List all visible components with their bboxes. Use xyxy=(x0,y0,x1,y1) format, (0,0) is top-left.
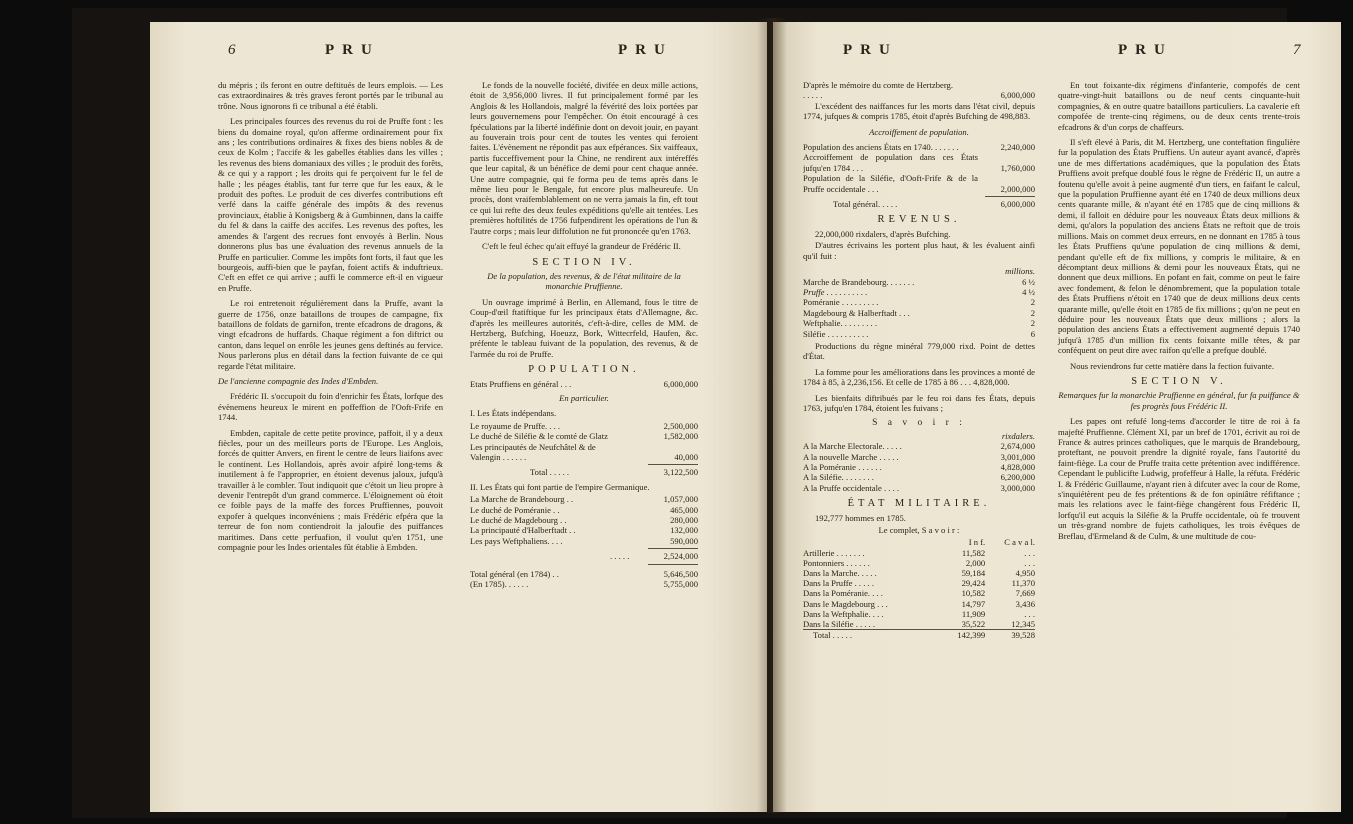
table-row xyxy=(470,494,698,504)
row-value: 465,000 xyxy=(670,504,698,515)
cell: 142,399 xyxy=(957,630,986,641)
group1-total-row xyxy=(470,467,698,477)
row-value: 4,828,000 xyxy=(1000,462,1035,472)
total-1785-row xyxy=(470,579,698,589)
row-label: Pruffe . . . . . . . . . . xyxy=(803,286,868,297)
cell: Dans le Magdebourg . . . xyxy=(803,598,888,609)
cell: 11,370 xyxy=(1011,578,1035,589)
row-value: 5,646,500 xyxy=(663,568,698,579)
row-value: 6,000,000 xyxy=(1000,90,1035,101)
table-row xyxy=(470,431,698,441)
table-row xyxy=(803,472,1035,482)
paragraph: Productions du règne minéral 779,000 rixd. Point de dettes d'État. xyxy=(803,340,1035,362)
table-row xyxy=(803,297,1035,307)
table-row xyxy=(470,505,698,515)
table-row xyxy=(803,599,1035,609)
revenus-heading: REVENUS. xyxy=(877,214,961,226)
paragraph: La fomme pour les améliorations dans les provinces a monté de 1784 à 85, à 2,236,156. Et celle de 1785 à 86 . . . 4,828,000. xyxy=(803,366,1035,388)
row-value: 590,000 xyxy=(670,535,698,546)
row-value: 40,000 xyxy=(674,452,698,462)
left-column-1 xyxy=(218,80,443,557)
etat-militaire-heading: ÉTAT MILITAIRE. xyxy=(847,498,991,510)
paragraph: Embden, capitale de cette petite province, paffoit, il y a deux fiècles, pour un des meilleurs ports de l'Europe. Les Anglois, forcés de quitter Anvers, en firent le centre de leurs liaifons avec le continent. Les Hollandois, après avoir afpiré long-tems & inutilement à fe l'approprier, en étoient devenus jaloux, jufqu'à travailler à le combler. Tout indiquoit que c'étoit un lieu propre à devenir l'entrepôt d'un grand commerce. L'éloignement où étoit ce foible pays de la maffe des forces Pruffiennes, pouvoit expofer à quelques inconvéniens ; mais Frédéric efpéra que la terreur de fon nom contiendroit la jaloufie des puiffances maritimes. Dans cette perfuafion, il voulut qu'en 1751, une compagnie pour les Indes orientales fût établie à Embden. xyxy=(218,427,443,553)
right-page-number: 7 xyxy=(1293,42,1301,58)
rule xyxy=(648,464,698,465)
table-row xyxy=(803,588,1035,598)
table-row xyxy=(803,619,1035,630)
row-value: 2 xyxy=(1030,307,1035,318)
cell: 29,424 xyxy=(961,578,986,589)
paragraph: 22,000,000 rixdalers, d'après Bufching. xyxy=(815,228,951,239)
row-value: 2,524,000 xyxy=(663,551,698,562)
group2-total-row xyxy=(470,551,698,561)
left-column-2 xyxy=(470,80,698,589)
header-inf: I n f. xyxy=(968,537,986,548)
header-cav: C a v a l. xyxy=(1004,537,1035,548)
rixdalers-head: rixdalers. xyxy=(1001,430,1035,441)
rule xyxy=(648,564,698,565)
row-value: 2,240,000 xyxy=(1000,142,1035,153)
table-row xyxy=(803,152,1035,173)
table-row xyxy=(803,462,1035,472)
row-value: 6 xyxy=(1030,328,1035,339)
group-heading: II. Les États qui font partie de l'empire Germanique. xyxy=(470,481,650,492)
row-label: Weftphalie. . . . . . . . . xyxy=(803,318,878,329)
row-value: 6,200,000 xyxy=(1000,472,1035,483)
row-value: 3,122,500 xyxy=(663,467,698,478)
table-row xyxy=(803,329,1035,339)
section-heading: SECTION V. xyxy=(1131,375,1227,387)
row-label: A la Marche Electorale. . . . . xyxy=(803,441,902,452)
row-label: Les principautés de Neufchâtel & de xyxy=(470,441,596,452)
row-label: Valengin . . . . . . xyxy=(470,452,527,462)
table-row xyxy=(470,515,698,525)
section-heading: SECTION IV. xyxy=(532,256,636,268)
table-row xyxy=(470,536,698,546)
right-running-head-1: PRU xyxy=(843,42,898,58)
paragraph: Le complet, S a v o i r : xyxy=(878,525,960,536)
table-row xyxy=(803,142,1035,152)
row-label: Total général. . . . . xyxy=(833,199,898,210)
row-label: Accroiffement de population dans ces États jufqu'en 1784 . . . xyxy=(803,152,978,173)
cell: Dans la Poméranie. . . . xyxy=(803,588,883,599)
row-label: Etats Pruffiens en général . . . xyxy=(470,378,572,389)
table-header-row xyxy=(803,537,1035,547)
row-label: A la Poméranie . . . . . . xyxy=(803,462,882,472)
row-label: Le duché de Poméranie . . xyxy=(470,504,560,515)
row-value: 6,000,000 xyxy=(663,378,698,389)
paragraph: Les principales fources des revenus du roi de Pruffe font : les biens du domaine royal, qu'on afferme ordinairement pour fix ans ; les contributions ordinaires & fixes des biens nobles & de ceux de Kolm ; l'accife & les gabelles établies dans les villes ; les revenus des biens domaniaux des villes ; le produit des forêts, & ce qui y a rapport ; les droits qui fe perçoivent fur le fel de halle ; les péages établis, tant fur terre que fur les eaux, & le produit des poftes. Le produit de ces diverfes contributions eft verfé dans la caiffe générale des impôts & des revenus provinciaux, établie à Konigsberg & à Gumbinnen, dans la caiffe du fel & dans la caiffe des accifes. Les revenus des poftes, les amendes & l'argent des recrues font envoyés à Berlin. Nous donnerons plus bas une évaluation des revenus annuels de la Pruffe en particulier. Comme les impôts font forts, il faut que les bourgeois, auffi-bien que le payfan, foient actifs & induftrieux. C'eft en effet ce qui arrive ; auffi le commerce eft-il en vigueur en Pruffe. xyxy=(218,116,443,293)
table-row xyxy=(803,318,1035,328)
subheading: En particulier. xyxy=(559,392,609,403)
rule xyxy=(648,548,698,549)
cell: 11,582 xyxy=(961,547,986,558)
row-label: Le royaume de Pruffe. . . . xyxy=(470,420,561,431)
paragraph: 192,777 hommes en 1785. xyxy=(815,512,906,523)
row-label: A la Pruffe occidentale . . . . xyxy=(803,482,900,493)
row-label: Poméranie . . . . . . . . . xyxy=(803,297,879,308)
table-row xyxy=(803,548,1035,558)
table-row xyxy=(803,277,1035,287)
row-value: 2,000,000 xyxy=(1000,183,1035,194)
row-value: 2,500,000 xyxy=(663,420,698,431)
header-cell xyxy=(803,537,940,547)
table-row xyxy=(470,525,698,535)
row-label: Total général (en 1784) . . xyxy=(470,568,559,579)
row-value: 2 xyxy=(1030,318,1035,329)
row-label: Population de la Siléfie, d'Ooft-Frife & de la Pruffe occidentale . . . xyxy=(803,173,978,194)
row-label: Magdebourg & Halberftadt . . . xyxy=(803,307,910,318)
row-value: 132,000 xyxy=(670,525,698,536)
paragraph: Frédéric II. s'occupoit du foin d'enrichir fes États, lorfque des évènemens heureux le mirent en poffeffion de l'Ooft-Frife en 1744. xyxy=(218,391,443,423)
row-value: 1,760,000 xyxy=(1000,162,1035,173)
book xyxy=(72,8,1301,818)
row-value: 4 ½ xyxy=(1022,286,1035,297)
table-row xyxy=(803,173,1035,194)
row-label: . . . . . xyxy=(610,551,630,562)
cell: Pontonniers . . . . . . xyxy=(803,557,870,568)
cell: 3,436 xyxy=(1015,598,1035,609)
grand-total-row xyxy=(470,569,698,579)
row-value xyxy=(692,442,698,452)
row-value: 1,582,000 xyxy=(663,431,698,442)
row-value: 6 ½ xyxy=(1022,276,1035,287)
paragraph: Le fonds de la nouvelle fociété, divifée en deux mille actions, étoit de 3,956,000 livres. Il fut principalement formé par les Anglois & les Hollandois, malgré la févérité des loix portées par leurs gouvernemens pour l'empêcher. On étoit encouragé à ces fpéculations par la liberté indéfinie dont on devoit jouir, en payant au fouverain trois pour cent de toutes les ventes qui feroient faites. L'évènement ne répondit pas aux efpérances. Six vaiffeaux, partis fucceffivement pour la Chine, ne rendirent aux intéreffés que leur capital, & un bénéfice de demi pour cent chaque année. Une autre compagnie, qui fe forma peu de tems après dans le même lieu pour le Bengale, fut encore plus malheureufe. Un procès, dont vraifemblablement on ne verra jamais la fin, eft tout ce qui lui refte des deux feules expéditions qu'elle ait tentées. Les premières hoftilités de 1756 fufpendirent les opérations de l'un & l'autre corps ; mais leur diffolution ne fut prononcée qu'en 1763. xyxy=(470,80,698,236)
cell: . . . xyxy=(1024,547,1035,558)
subheading: De l'ancienne compagnie des Indes d'Embden. xyxy=(218,375,379,386)
paragraph: En tout foixante-dix régimens d'infanterie, compofés de cent quatre-vingt-huit bataillons ou de neuf cents cinquante-huit compagnies, & en outre quatre bataillons particuliers. La cavalerie eft compofée de trente-cinq régimens, ou de deux cents trente-trois efcadrons & d'un corps de chaffeurs. xyxy=(1058,80,1300,132)
table-row xyxy=(803,308,1035,318)
row-value: 2 xyxy=(1030,297,1035,308)
row-value: 2,674,000 xyxy=(1000,441,1035,452)
cell: Dans la Pruffe . . . . . xyxy=(803,578,874,589)
military-table xyxy=(803,537,1035,640)
cell: 7,669 xyxy=(1015,588,1035,599)
row-label: A la Siléfie. . . . . . . . xyxy=(803,472,874,483)
cell: 59,184 xyxy=(961,568,986,579)
group-heading: I. Les États indépendans. xyxy=(470,408,557,419)
row-label: D'après le mémoire du comte de Hertzberg. . . . . . xyxy=(803,80,953,101)
left-page-number: 6 xyxy=(228,42,236,58)
paragraph: Les papes ont refufé long-tems d'accorder le titre de roi à fa majefté Pruffienne. Clément XI, par un bref de 1701, écrivit au roi de France & autres princes catholiques, que le marquis de Brandebourg, proteftant, ne pouvoit prendre la dignité royale, fans l'autorité du faint-fiège. La cour de Pruffe traita cette prétention avec indifférence. Cependant le publicifte Ludwig, profeffeur à Halle, la réfuta. Frédéric I. & Frédéric Guillaume, n'ayant rien à difcuter avec la cour de Rome, s'inquiétèrent peu de fes prétentions & de fon opiniâtre réfiftance ; mais les relations avec le faint-fiège changèrent fous Frédéric II, lorfqu'il eut acquis la Siléfie & la Pruffe occidentale, où fe trouvent un très-grand nombre de fujets catholiques, les trois évêques de Breflau, d'Ermeland & de Culm, & une multitude de cou- xyxy=(1058,416,1300,541)
right-running-head-2: PRU xyxy=(1118,42,1173,58)
population-general-row xyxy=(470,379,698,389)
table-row xyxy=(803,578,1035,588)
group2-rows xyxy=(470,494,698,546)
millions-head: millions. xyxy=(1005,266,1035,277)
table-row xyxy=(803,609,1035,619)
cell: Dans la Siléfie . . . . . xyxy=(803,619,876,630)
population-heading: POPULATION. xyxy=(528,364,640,376)
cell: Artillerie . . . . . . . xyxy=(803,547,865,558)
cell: 11,909 xyxy=(961,608,986,619)
subheading: Accroiffement de population. xyxy=(869,126,969,137)
row-label: Siléfie . . . . . . . . . . xyxy=(803,328,869,339)
cell: 14,797 xyxy=(961,598,986,609)
cell: Dans la Marche. . . . . xyxy=(803,568,877,579)
savoir-label: S a v o i r : xyxy=(872,418,966,429)
right-column-1 xyxy=(803,80,1035,640)
cell: 4,950 xyxy=(1015,568,1035,579)
paragraph: C'eft le feul échec qu'ait effuyé la grandeur de Frédéric II. xyxy=(482,241,681,252)
cell: . . . xyxy=(1024,557,1035,568)
paragraph: Nous reviendrons fur cette matière dans la fection fuivante. xyxy=(1070,360,1275,371)
row-value: 6,000,000 xyxy=(1000,199,1035,210)
paragraph: L'excédent des naiffances fur les morts dans l'état civil, depuis 1774, jufques & compris 1785, étoit d'après Bufching de 498,883. xyxy=(803,100,1035,122)
table-row xyxy=(803,568,1035,578)
cell: Dans la Weftphalie. . . . xyxy=(803,608,884,619)
table-total-row xyxy=(803,630,1035,641)
row-label: Le duché de Magdebourg . . xyxy=(470,515,567,526)
row-value: 1,057,000 xyxy=(663,494,698,505)
paragraph: Les bienfaits diftribués par le feu roi dans fes États, depuis 1763, jufqu'en 1784, étoient les fuivans ; xyxy=(803,392,1035,413)
row-label: Les pays Weftphaliens. . . . xyxy=(470,535,563,546)
table-row xyxy=(470,442,698,452)
left-page xyxy=(150,22,767,812)
cell: 2,000 xyxy=(965,557,986,568)
paragraph: Il s'eft élevé à Paris, dit M. Hertzberg, une conteftation fingulière fur la population des États Pruffiens. Un auteur ayant avancé, d'après une de mes differtations académiques, que la population des États Pruffiens avoit prefque doublé fous le règne de Frédéric II, un autre a foutenu qu'elle avoit à peine augmenté d'un tiers, en faifant le calcul, que la population Pruffienne ayant été en 1740 de deux millions deux cents quarante mille, & n'ayant été en 1785 que de cinq millions & demi, il falloit en déduire pour les nouveaux États deux millions & demi, qu'alors la population des anciens États ne reftoit que de trois millions. Mais on commet deux erreurs, en ne donnant en 1785 à tous les États Pruffiens qu'une population de cinq millions & demi, pendant qu'elle eft de fix millions, y compris le militaire, & en décomptant deux millions & demi pour les nouveaux États, qui ne donnent que deux millions. En pofant en fait, comme on peut le faire avec fondement, & felon le dénombrement, que la population totale des États Pruffiens n'étoit en 1740 que de deux millions deux cents quarante mille, qu'elle étoit en 1785 de fix millions ; qu'on ne peut en déduire pour les nouveaux États que deux millions ; alors la population des anciens États a effectivement augmenté depuis 1740 jufqu'à 1785 d'un million fix cents foixante mille têtes, & par conféquent on peut dire avec raifon qu'elle a prefque doublé. xyxy=(1058,137,1300,356)
row-label: Le duché de Siléfie & le comté de Glatz xyxy=(470,431,608,442)
cell: 39,528 xyxy=(1011,630,1035,641)
row-label: Total . . . . . xyxy=(530,467,570,478)
cell: . . . xyxy=(1024,608,1035,619)
book-gutter xyxy=(757,18,787,813)
row-label: La principauté d'Halberftadt . . xyxy=(470,525,576,536)
table-row xyxy=(803,452,1035,462)
cell: Total . . . . . xyxy=(813,630,853,641)
row-label: Population des anciens États en 1740. . . . . . . xyxy=(803,142,959,153)
section-subtitle: Remarques fur la monarchie Pruffienne en général, fur fa puiffance & fes progrès fous Frédéric II. xyxy=(1058,390,1300,411)
table-row xyxy=(803,441,1035,451)
row-label: La Marche de Brandebourg . . xyxy=(470,494,574,505)
row-label: (En 1785). . . . . . xyxy=(470,579,529,590)
intro-row xyxy=(803,80,1035,101)
table-row xyxy=(803,483,1035,493)
group1-rows xyxy=(470,421,698,463)
cell: 35,522 xyxy=(961,619,986,630)
table-row xyxy=(803,558,1035,568)
row-value: 3,000,000 xyxy=(1000,482,1035,493)
paragraph: Un ouvrage imprimé à Berlin, en Allemand, fous le titre de Coup-d'œil ftatiftique fur les principaux états d'Allemagne, &c. d'après les meilleures autorités, c'eft-à-dire, celles de MM. de Hertzberg, Bufching, Hoeuzz, Bork, Wittecrfeld, Haufen, &c. préfente le tableau fuivant de la population, des revenus, & de l'armée du roi de Pruffe. xyxy=(470,296,698,359)
row-label: A la nouvelle Marche . . . . . xyxy=(803,451,899,462)
left-running-head-2: PRU xyxy=(618,42,673,58)
row-value: 280,000 xyxy=(670,515,698,526)
section-subtitle: De la population, des revenus, & de l'état militaire de la monarchie Pruffienne. xyxy=(487,270,681,292)
row-label: Marche de Brandebourg. . . . . . . xyxy=(803,276,915,287)
table-row xyxy=(470,421,698,431)
left-running-head-1: PRU xyxy=(325,42,380,58)
table-row xyxy=(470,452,698,462)
rule xyxy=(985,196,1035,197)
right-page xyxy=(773,22,1341,812)
cell: 10,582 xyxy=(961,588,986,599)
paragraph: Le roi entretenoit régulièrement dans la Pruffe, avant la guerre de 1756, onze bataillons de troupes de campagne, fix bataillons de foldats de garnifon, trente efcadrons de dragons, & vingt efcadrons de huffards. Chaque régiment a fon diftrict ou canton, dans lequel on enrôle les jeunes gens deftinés au fervice. Nous parlerons plus en détail dans la fection fuivante de ce qui regarde l'état militaire. xyxy=(218,298,443,371)
accr-total-row xyxy=(803,199,1035,209)
table-row xyxy=(803,287,1035,297)
cell: 12,345 xyxy=(1011,619,1035,630)
right-column-2 xyxy=(1058,80,1300,546)
paragraph: D'autres écrivains les portent plus haut, & les évaluent ainfi qu'il fuit : xyxy=(803,240,1035,261)
row-value: 5,755,000 xyxy=(663,579,698,590)
paragraph: du mépris ; ils feront en outre deftitués de leurs emplois. — Les cas extraordinaires & très graves feront portés par le tribunal au trône. Nous ignorons fi ce tribunal a été établi. xyxy=(218,80,443,111)
row-value: 3,001,000 xyxy=(1000,451,1035,462)
